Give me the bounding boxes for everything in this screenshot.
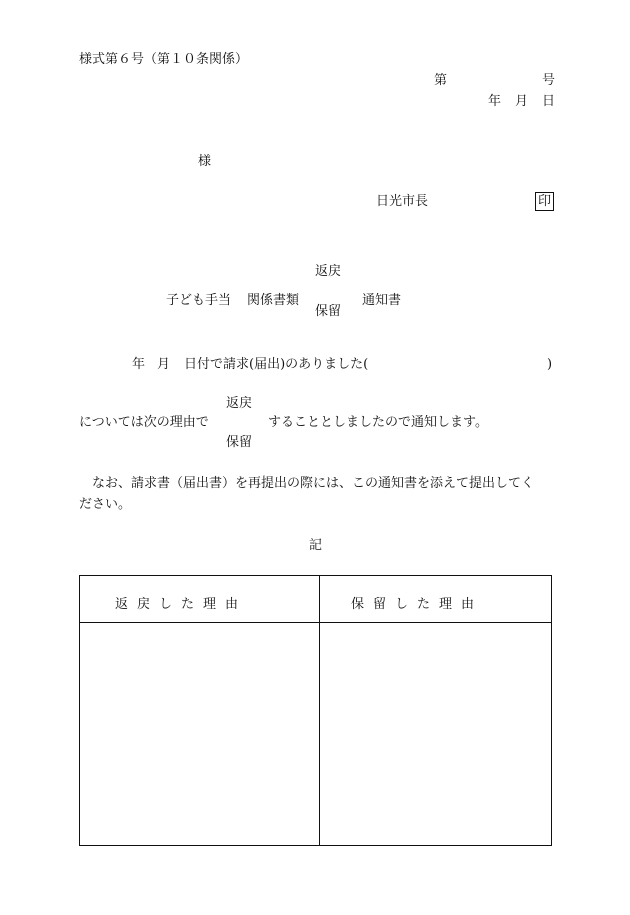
col-header-return-reason: 返戻した理由	[115, 597, 248, 612]
body-option-hold: 保留	[226, 435, 253, 450]
title-part1: 子ども手当	[166, 293, 232, 308]
title-part2: 関係書類	[247, 293, 300, 308]
body-option-return: 返戻	[226, 396, 253, 411]
col-header-hold-reason: 保留した理由	[351, 597, 484, 612]
date-day-label: 日	[542, 94, 556, 109]
note-line-1: なお、請求書（届出書）を再提出の際には、この通知書を添えて提出してく	[92, 476, 535, 491]
form-number: 様式第６号（第１０条関係）	[79, 52, 249, 67]
title-option-hold: 保留	[315, 304, 342, 319]
date-month-label: 月	[515, 94, 529, 109]
doc-number-suffix: 号	[542, 73, 556, 88]
doc-number-prefix: 第	[434, 73, 448, 88]
seal-mark: 印	[535, 192, 554, 211]
ki-heading: 記	[309, 538, 323, 553]
body-paren-close: )	[547, 357, 553, 372]
body-date-day-text: 日付で請求(届出)のありました(	[184, 357, 369, 372]
body-date-year: 年	[132, 357, 146, 372]
body-reason-lead: については次の理由で	[79, 415, 209, 430]
addressee-suffix: 様	[198, 154, 212, 169]
body-date-month: 月	[157, 357, 171, 372]
return-reason-cell[interactable]	[80, 623, 318, 845]
body-reason-tail: することとしましたので通知します。	[268, 415, 488, 430]
note-line-2: ださい。	[79, 497, 132, 512]
hold-reason-cell[interactable]	[320, 623, 551, 845]
date-year-label: 年	[488, 94, 502, 109]
title-part3: 通知書	[362, 293, 402, 308]
title-option-return: 返戻	[315, 264, 342, 279]
reasons-table	[79, 575, 552, 846]
issuer-name: 日光市長	[376, 194, 429, 209]
